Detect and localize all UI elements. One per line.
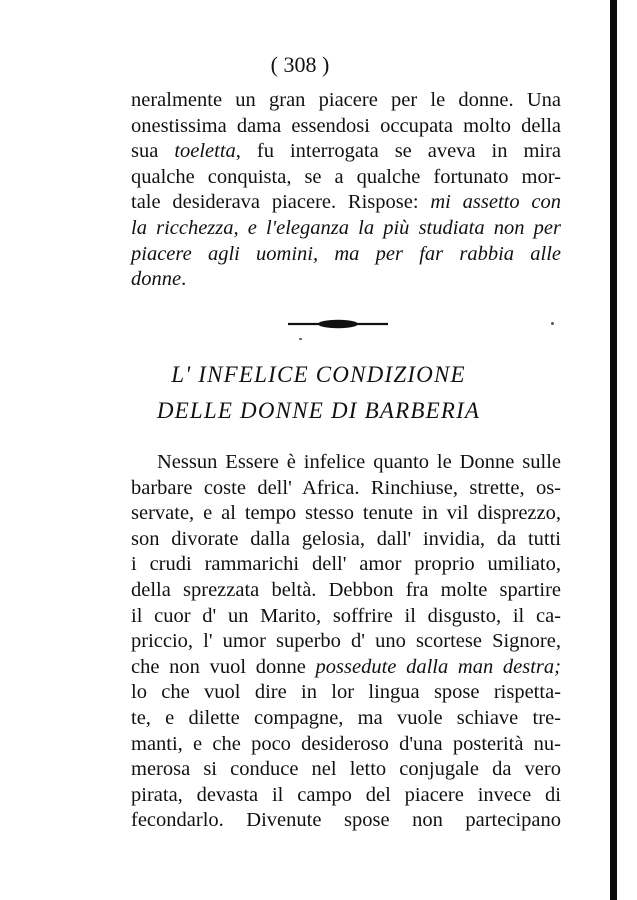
paragraph-body: [131, 450, 561, 834]
paper-speck: [551, 322, 554, 325]
text-line: piacere agli uomini, ma per far rabbia alle: [131, 242, 561, 265]
text-line: pirata, devasta il campo del piacere invece di: [131, 783, 561, 806]
section-heading-line-1: L' INFELICE CONDIZIONE: [171, 362, 466, 387]
text-line: fecondarlo. Divenute spose non partecipano: [131, 809, 561, 832]
page-edge-border: [610, 0, 617, 900]
text-line: manti, e che poco desideroso d'una posterità nu-: [131, 732, 561, 755]
text-line: servate, e al tempo stesso tenute in vil disprezzo,: [131, 502, 561, 525]
text-line: che non vuol donne possedute dalla man destra;: [131, 655, 561, 678]
text-line: il cuor d' un Marito, soffrire il disgusto, il ca-: [131, 604, 561, 627]
text-line: te, e dilette compagne, ma vuole schiave tre-: [131, 706, 561, 729]
text-line: qualche conquista, se a qualche fortunato mor-: [131, 165, 561, 188]
text-line: tale desiderava piacere. Rispose: mi assetto con: [131, 191, 562, 214]
text-line: barbare coste dell' Africa. Rinchiuse, strette, os-: [131, 476, 561, 499]
text-line: i crudi rammarichi dell' amor proprio umiliato,: [131, 553, 561, 576]
text-line: priccio, l' umor superbo d' uno scortese Signore,: [131, 630, 561, 653]
text-line: la ricchezza, e l'eleganza la più studiata non per: [131, 216, 561, 239]
text-line: donne.: [131, 268, 187, 291]
paragraph-continuation: [131, 88, 561, 293]
text-line: neralmente un gran piacere per le donne. Una: [131, 89, 561, 111]
text-line: onestissima dama essendosi occupata molto della: [131, 114, 561, 137]
text-line: Nessun Essere è infelice quanto le Donne sulle: [157, 451, 561, 473]
text-line: lo che vuol dire in lor lingua spose rispetta-: [131, 681, 561, 704]
text-line: sua toeletta, fu interrogata se aveva in mira: [131, 140, 562, 163]
section-divider-ornament: [286, 312, 390, 336]
text-line: merosa si conduce nel letto conjugale da vero: [131, 758, 561, 781]
text-line: son divorate dalla gelosia, dall' invidia, da tutti: [131, 527, 561, 550]
text-line: della sprezzata beltà. Debbon fra molte spartire: [131, 578, 561, 601]
section-heading-line-2: DELLE DONNE DI BARBERIA: [156, 398, 481, 423]
paper-speck: [299, 338, 302, 340]
page-number: ( 308 ): [270, 52, 330, 77]
